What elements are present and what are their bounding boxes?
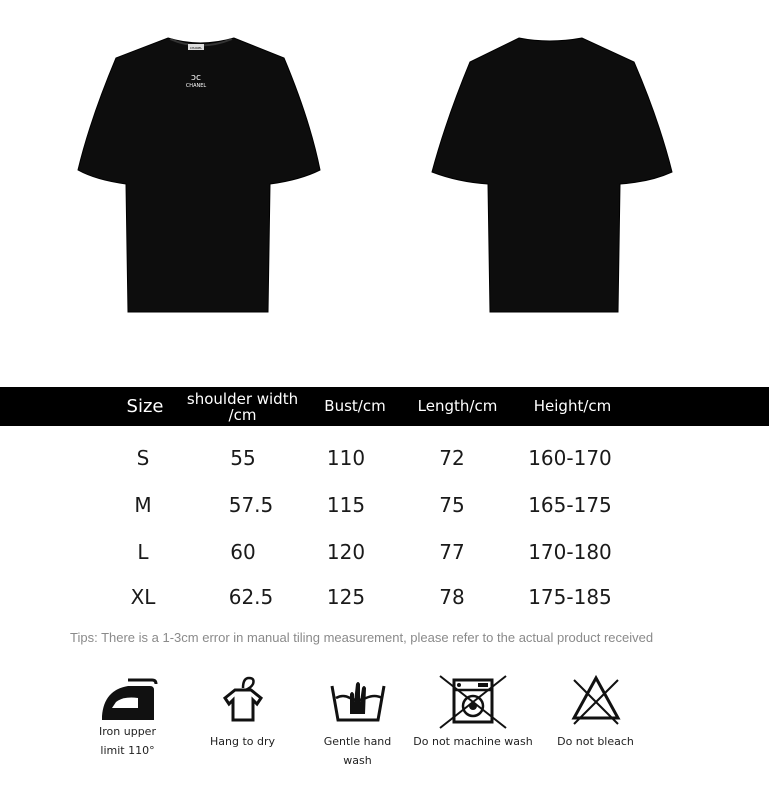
cell-height: 165-175: [528, 493, 612, 517]
no-machine-wash-icon: [438, 672, 508, 732]
care-label: limit 110°: [100, 744, 155, 757]
table-row: [0, 537, 769, 567]
care-item-hand-wash: [310, 672, 405, 772]
care-label: Iron upper: [99, 725, 156, 738]
tshirt-front-image: [70, 0, 330, 330]
cell-length: 77: [439, 540, 465, 564]
size-table-header: [0, 387, 769, 426]
header-shoulder: [180, 387, 305, 426]
care-item-hang: [200, 672, 285, 772]
cell-size: XL: [130, 585, 156, 609]
care-item-iron: [85, 672, 170, 772]
iron-icon: [98, 672, 158, 722]
cell-shoulder: 62.5: [228, 585, 274, 609]
care-label: Do not bleach: [557, 735, 634, 748]
cell-bust: 120: [326, 540, 366, 564]
svg-text:ↄc: ↄc: [191, 73, 201, 83]
care-label: Do not machine wash: [413, 735, 533, 748]
cell-height: 160-170: [528, 446, 612, 470]
care-label: Gentle hand wash: [323, 735, 392, 767]
measurement-tips: Tips: There is a 1-3cm error in manual tiling measurement, please refer to the actual product received: [70, 630, 654, 645]
table-row: [0, 443, 769, 473]
cell-height: 170-180: [528, 540, 612, 564]
cell-length: 72: [439, 446, 465, 470]
care-item-no-machine-wash: [413, 672, 533, 772]
no-bleach-icon: [566, 672, 626, 732]
header-length: Length/cm: [417, 397, 498, 415]
header-shoulder-line1: shoulder width: [186, 389, 299, 408]
care-label: Hang to dry: [209, 735, 276, 748]
table-row: [0, 490, 769, 520]
cell-bust: 115: [326, 493, 366, 517]
cell-shoulder: 57.5: [228, 493, 274, 517]
cell-length: 75: [439, 493, 465, 517]
header-height: Height/cm: [533, 397, 612, 415]
product-photos: [0, 0, 769, 340]
cell-size: M: [134, 493, 152, 517]
cell-shoulder: 60: [230, 540, 256, 564]
cell-size: L: [137, 540, 149, 564]
hanger-icon: [213, 672, 273, 732]
neck-label-tag: CHANEL: [189, 46, 203, 50]
cell-shoulder: 55: [230, 446, 256, 470]
cell-bust: 110: [326, 446, 366, 470]
header-bust: Bust/cm: [324, 397, 386, 415]
cell-height: 175-185: [528, 585, 612, 609]
header-size: Size: [126, 396, 164, 417]
cell-size: S: [136, 446, 150, 470]
cell-bust: 125: [326, 585, 366, 609]
tshirt-back-image: [424, 0, 684, 330]
hand-wash-icon: [328, 672, 388, 732]
header-shoulder-line2: /cm: [228, 405, 257, 424]
care-item-no-bleach: [548, 672, 643, 772]
cell-length: 78: [439, 585, 465, 609]
brand-logo: CHANEL: [185, 83, 207, 89]
table-row: [0, 582, 769, 612]
